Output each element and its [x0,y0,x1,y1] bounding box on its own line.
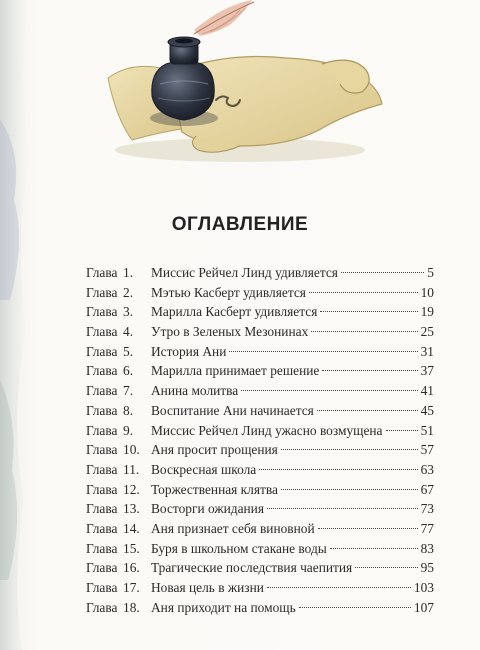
chapter-number: 13. [123,501,140,517]
chapter-title: Марилла принимает решение [151,363,320,379]
chapter-title: Аня признает себя виновной [151,520,315,536]
watercolor-edge [0,0,60,650]
toc-entry [86,499,434,519]
chapter-title: Трагические последствия чаепития [151,560,353,576]
dot-leader [318,528,418,529]
toc-entry [86,361,434,381]
toc-entry [86,440,434,460]
chapter-number: 1. [123,265,134,280]
toc-entry [86,342,434,362]
chapter-number: 2. [123,284,134,300]
chapter-number: 5. [123,343,134,359]
toc-entry [86,381,434,401]
chapter-word: Глава [86,540,118,556]
dot-leader [386,430,418,431]
chapter-title: Аня просит прощения [151,442,278,458]
toc-entry [86,322,434,342]
chapter-page-number: 73 [420,501,434,517]
dot-leader [322,370,417,371]
dot-leader [281,489,418,490]
chapter-word: Глава [86,402,118,418]
chapter-page-number: 103 [413,580,434,595]
dot-leader [229,351,417,352]
chapter-page-number: 67 [420,481,434,497]
chapter-word: Глава [86,461,118,477]
chapter-page-number: 57 [420,442,434,458]
chapter-page-number: 45 [420,402,434,418]
chapter-page-number: 10 [420,284,434,300]
chapter-word: Глава [86,265,118,280]
chapter-page-number: 25 [420,324,434,340]
dot-leader [281,449,418,450]
toc-entry [86,460,434,480]
chapter-page-number: 63 [420,461,434,477]
chapter-title: Аня приходит на помощь [151,599,296,615]
toc-list [86,263,434,617]
dot-leader [330,548,418,549]
chapter-word: Глава [86,324,118,340]
chapter-number: 3. [123,304,134,320]
chapter-word: Глава [86,580,118,595]
chapter-title: Восторги ожидания [151,501,265,517]
chapter-word: Глава [86,442,118,458]
toc-entry [86,480,434,500]
toc-entry [86,558,434,578]
chapter-title: История Ани [151,343,227,359]
chapter-word: Глава [86,284,118,300]
chapter-word: Глава [86,363,118,379]
dot-leader [267,508,418,509]
dot-leader [309,292,418,293]
chapter-title: Воскресная школа [151,461,257,477]
dot-leader [311,331,417,332]
chapter-word: Глава [86,343,118,359]
toc-entry [86,598,434,618]
chapter-title: Воспитание Ани начинается [151,402,314,418]
dot-leader [341,272,424,273]
chapter-page-number: 95 [420,560,434,576]
dot-leader [267,587,411,588]
chapter-word: Глава [86,304,118,320]
chapter-word: Глава [86,560,118,576]
toc-entry [86,283,434,303]
chapter-title: Торжественная клятва [151,481,278,497]
toc-entry [86,421,434,441]
chapter-title: Новая цель в жизни [151,580,264,595]
chapter-title: Марилла Касберт удивляется [151,304,318,320]
chapter-page-number: 77 [420,520,434,536]
chapter-page-number: 83 [420,540,434,556]
dot-leader [241,390,417,391]
toc-entry [86,578,434,598]
toc-entry [86,302,434,322]
toc-entry [86,401,434,421]
chapter-page-number: 41 [420,383,434,399]
dot-leader [320,311,417,312]
toc-entry [86,539,434,559]
dot-leader [299,607,411,608]
chapter-number: 10. [123,442,140,458]
chapter-title: Миссис Рейчел Линд удивляется [151,265,338,280]
chapter-number: 14. [123,520,140,536]
toc-entry [86,519,434,539]
chapter-number: 4. [123,324,134,340]
chapter-number: 17. [123,580,140,595]
dot-leader [259,469,417,470]
chapter-number: 16. [123,560,140,576]
chapter-word: Глава [86,481,118,497]
chapter-page-number: 19 [420,304,434,320]
chapter-number: 8. [123,402,134,418]
chapter-page-number: 37 [420,363,434,379]
chapter-number: 6. [123,363,134,379]
chapter-title: Буря в школьном стакане воды [151,540,327,556]
chapter-page-number: 51 [420,422,434,438]
dot-leader [317,410,418,411]
chapter-number: 7. [123,383,134,399]
chapter-page-number: 107 [413,599,434,615]
chapter-word: Глава [86,501,118,517]
chapter-word: Глава [86,520,118,536]
chapter-number: 11. [123,461,140,477]
chapter-page-number: 31 [420,343,434,359]
chapter-word: Глава [86,383,118,399]
chapter-title: Миссис Рейчел Линд ужасно возмущена [151,422,383,438]
inkwell-and-scroll-illustration [90,0,390,170]
chapter-number: 18. [123,599,140,615]
chapter-number: 12. [123,481,140,497]
chapter-number: 15. [123,540,140,556]
chapter-title: Анина молитва [151,383,239,399]
chapter-word: Глава [86,599,118,615]
chapter-page-number: 5 [427,265,434,280]
dot-leader [355,567,417,568]
chapter-word: Глава [86,422,118,438]
toc-entry [86,263,434,283]
chapter-title: Мэтью Касберт удивляется [151,284,306,300]
chapter-number: 9. [123,422,134,438]
toc-heading: ОГЛАВЛЕНИЕ [171,214,309,235]
chapter-title: Утро в Зеленых Мезонинах [151,324,309,340]
